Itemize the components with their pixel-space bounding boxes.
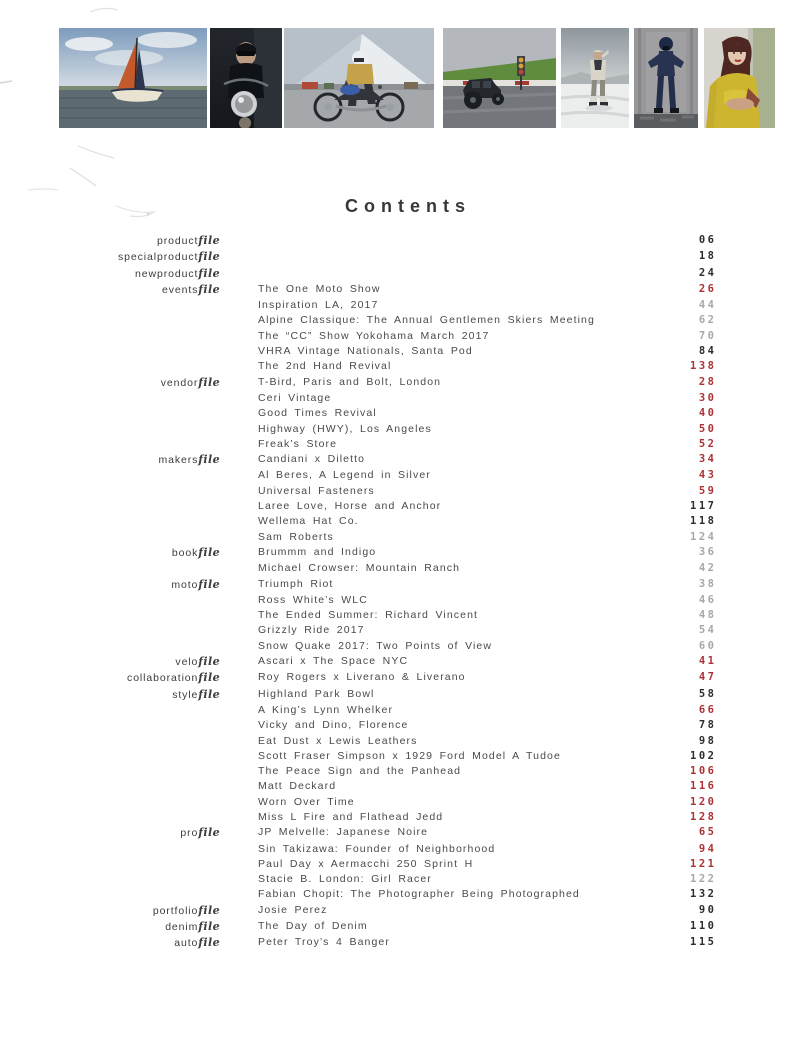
toc-page-number: 46: [698, 593, 717, 606]
toc-category-label: [0, 903, 220, 919]
toc-page-number: 26: [698, 282, 717, 295]
toc-entry-title: T-Bird, Paris and Bolt, London: [258, 375, 442, 388]
toc-page-number: 118: [690, 515, 717, 528]
toc-category-file-suffix: file: [198, 234, 220, 247]
toc-entry-title: Al Beres, A Legend in Silver: [258, 469, 431, 482]
toc-category-prefix: style: [172, 688, 199, 701]
toc-row: [0, 919, 717, 935]
dark-portrait-illustration: [210, 28, 282, 128]
toc-row: [0, 233, 717, 249]
toc-category-label: [0, 249, 220, 265]
toc-entry-title: The “CC” Show Yokohama March 2017: [258, 329, 490, 342]
toc-entry-title: Eat Dust x Lewis Leathers: [258, 734, 418, 747]
toc-category-label: [0, 825, 220, 841]
toc-category-label: [0, 623, 220, 638]
toc-entry-title: Alpine Classique: The Annual Gentlemen Skiers Meeting: [258, 314, 595, 327]
toc-page-number: 42: [698, 562, 717, 575]
photo-woman-yellow-top: [704, 28, 775, 128]
toc-entry-title: Inspiration LA, 2017: [258, 299, 379, 312]
toc-row: [0, 608, 717, 623]
toc-row: [0, 593, 717, 608]
toc-entry-title: Grizzly Ride 2017: [258, 624, 365, 637]
toc-category-file-suffix: file: [198, 577, 220, 591]
toc-row: [0, 887, 717, 902]
toc-entry-title: The 2nd Hand Revival: [258, 360, 392, 373]
toc-entry-title: Brummm and Indigo: [258, 545, 377, 558]
toc-category-label: [0, 935, 220, 951]
toc-entry-title: Stacie B. London: Girl Racer: [258, 873, 432, 886]
toc-row: [0, 561, 717, 576]
toc-category-label: [0, 718, 220, 733]
photo-motorcyclist-portrait: [210, 28, 282, 128]
toc-category-prefix: book: [171, 546, 199, 559]
toc-page-number: 60: [698, 639, 717, 652]
toc-category-label: [0, 329, 220, 344]
toc-entry-title: Triumph Riot: [258, 577, 334, 590]
toc-category-file-suffix: file: [198, 687, 220, 701]
toc-category-prefix: product: [156, 235, 199, 247]
photo-sailboat: [59, 28, 207, 128]
toc-row: [0, 530, 717, 545]
toc-category-label: [0, 313, 220, 328]
toc-entry-title: Matt Deckard: [258, 780, 337, 793]
toc-page-number: 50: [698, 422, 717, 435]
toc-category-file-suffix: file: [198, 250, 220, 264]
toc-category-prefix: auto: [174, 937, 199, 950]
toc-row: [0, 639, 717, 654]
toc-entry-title: The Ended Summer: Richard Vincent: [258, 609, 479, 622]
toc-row: [0, 623, 717, 638]
toc-row: [0, 452, 717, 468]
toc-category-prefix: specialproduct: [117, 251, 199, 264]
toc-row: [0, 670, 717, 686]
toc-page-number: 84: [698, 345, 717, 358]
toc-page-number: 48: [698, 609, 717, 622]
toc-page-number: 122: [690, 873, 717, 886]
toc-category-label: [0, 282, 220, 298]
toc-category-label: [0, 422, 220, 437]
toc-row: [0, 437, 717, 452]
toc-page-number: 59: [698, 484, 717, 497]
scan-smudge: [0, 76, 20, 90]
toc-entry-title: Roy Rogers x Liverano & Liverano: [258, 671, 466, 684]
toc-category-label: [0, 654, 220, 670]
toc-category-label: [0, 499, 220, 514]
toc-entry-title: Wellema Hat Co.: [258, 515, 359, 528]
toc-row: [0, 577, 717, 593]
toc-entry-title: Josie Perez: [258, 903, 328, 916]
toc-category-label: [0, 375, 220, 391]
toc-entry-title: Freak’s Store: [258, 437, 338, 450]
toc-category-label: [0, 842, 220, 857]
toc-page-number: 94: [698, 842, 717, 855]
toc-page-number: 52: [698, 437, 717, 450]
toc-entry-title: Miss L Fire and Flathead Jedd: [258, 810, 444, 823]
toc-row: [0, 484, 717, 499]
toc-entry-title: Candiani x Diletto: [258, 453, 366, 466]
toc-category-file-suffix: file: [198, 671, 220, 685]
toc-category-prefix: collaboration: [127, 672, 199, 685]
toc-row: [0, 468, 717, 483]
toc-category-prefix: makers: [158, 454, 199, 467]
toc-row: [0, 359, 717, 374]
toc-category-label: [0, 857, 220, 872]
toc-row: [0, 810, 717, 825]
toc-category-label: [0, 266, 220, 282]
drag-race-illustration: [443, 28, 556, 128]
toc-category-label: [0, 484, 220, 499]
fuji-motorcycle-illustration: [284, 28, 434, 128]
race-suit-illustration: [634, 28, 698, 128]
toc-category-label: [0, 764, 220, 779]
toc-category-prefix: vendor: [160, 376, 199, 389]
toc-entry-title: VHRA Vintage Nationals, Santa Pod: [258, 345, 473, 358]
toc-category-file-suffix: file: [198, 920, 220, 934]
toc-page-number: 47: [698, 671, 717, 684]
toc-category-label: [0, 872, 220, 887]
toc-entry-title: [220, 266, 699, 282]
toc-entry-title: Vicky and Dino, Florence: [258, 719, 409, 732]
toc-category-prefix: newproduct: [135, 267, 199, 280]
toc-category-label: [0, 795, 220, 810]
toc-category-label: [0, 670, 220, 686]
toc-page-number: 54: [698, 624, 717, 637]
toc-category-label: [0, 437, 220, 452]
toc-page-number: 132: [690, 888, 717, 901]
toc-row: [0, 375, 717, 391]
toc-entry-title: Worn Over Time: [258, 795, 355, 808]
toc-page-number: 41: [698, 655, 717, 668]
toc-category-file-suffix: file: [198, 375, 220, 389]
toc-row: [0, 779, 717, 794]
toc-entry-title: The Peace Sign and the Panhead: [258, 765, 462, 778]
toc-row: [0, 545, 717, 561]
toc-page-number: 58: [698, 687, 717, 700]
toc-row: [0, 842, 717, 857]
toc-entry-title: Ross White’s WLC: [258, 593, 368, 606]
toc-entry-title: The One Moto Show: [258, 282, 381, 295]
toc-row: [0, 514, 717, 529]
toc-page-number: 117: [690, 500, 717, 513]
toc-entry-title: Michael Crowser: Mountain Ranch: [258, 562, 461, 575]
toc-category-file-suffix: file: [198, 453, 220, 467]
toc-entry-title: JP Melvelle: Japanese Noire: [258, 826, 429, 839]
toc-category-file-suffix: file: [198, 826, 220, 840]
toc-row: [0, 344, 717, 359]
toc-page-number: 110: [690, 920, 717, 933]
toc-category-label: [0, 593, 220, 608]
toc-category-file-suffix: file: [198, 266, 220, 280]
toc-entry-title: Ceri Vintage: [258, 391, 332, 404]
toc-entry-title: A King’s Lynn Whelker: [258, 703, 394, 716]
toc-page-number: 66: [698, 703, 717, 716]
toc-row: [0, 857, 717, 872]
toc-category-label: [0, 749, 220, 764]
toc-row: [0, 391, 717, 406]
toc-category-label: [0, 779, 220, 794]
toc-page-number: 62: [698, 314, 717, 327]
toc-entry-title: The Day of Denim: [258, 920, 368, 933]
toc-category-file-suffix: file: [198, 545, 220, 559]
toc-entry-title: Paul Day x Aermacchi 250 Sprint H: [258, 857, 474, 870]
woman-portrait-illustration: [704, 28, 775, 128]
toc-entry-title: Highland Park Bowl: [258, 687, 375, 700]
toc-row: [0, 313, 717, 328]
toc-category-label: [0, 344, 220, 359]
toc-category-label: [0, 545, 220, 561]
toc-category-label: [0, 687, 220, 703]
toc-page-number: 121: [690, 857, 717, 870]
toc-category-prefix: denim: [165, 921, 199, 934]
toc-row: [0, 249, 717, 265]
toc-row: [0, 749, 717, 764]
toc-page-number: 65: [698, 826, 717, 839]
toc-category-file-suffix: file: [198, 936, 220, 950]
toc-entry-title: Sin Takizawa: Founder of Neighborhood: [258, 842, 496, 855]
toc-page-number: 70: [698, 329, 717, 342]
toc-row: [0, 687, 717, 703]
toc-entry-title: Universal Fasteners: [258, 484, 375, 497]
toc-category-label: [0, 703, 220, 718]
toc-page-number: 34: [698, 453, 717, 466]
toc-category-label: [0, 391, 220, 406]
toc-category-label: [0, 452, 220, 468]
toc-row: [0, 764, 717, 779]
toc-entry-title: Sam Roberts: [258, 530, 334, 543]
toc-entry-title: Highway (HWY), Los Angeles: [258, 422, 432, 435]
toc-entry-title: [220, 233, 699, 249]
toc-category-label: [0, 919, 220, 935]
toc-page-number: 106: [690, 765, 717, 778]
page-title: Contents: [345, 196, 471, 216]
toc-row: [0, 825, 717, 841]
toc-category-prefix: moto: [171, 578, 199, 591]
toc-page-number: 128: [690, 810, 717, 823]
toc-page-number: 116: [690, 780, 717, 793]
toc-category-prefix: events: [161, 283, 199, 296]
toc-category-label: [0, 810, 220, 825]
photo-strip: [59, 28, 775, 128]
toc-page-number: 120: [690, 795, 717, 808]
toc-entry-title: Scott Fraser Simpson x 1929 Ford Model A Tudoe: [258, 749, 561, 762]
toc-category-label: [0, 530, 220, 545]
toc-row: [0, 282, 717, 298]
toc-list: [0, 233, 717, 952]
toc-page-number: 30: [698, 391, 717, 404]
toc-entry-title: Fabian Chopit: The Photographer Being Photographed: [258, 888, 580, 901]
toc-category-label: [0, 608, 220, 623]
toc-category-label: [0, 561, 220, 576]
toc-entry-title: Peter Troy’s 4 Banger: [258, 936, 390, 949]
toc-row: [0, 734, 717, 749]
toc-category-label: [0, 468, 220, 483]
toc-category-label: [0, 639, 220, 654]
photo-blue-race-suit: [634, 28, 698, 128]
toc-entry-title: [220, 249, 699, 265]
toc-row: [0, 499, 717, 514]
snow-scene-illustration: [561, 28, 629, 128]
photo-rider-fuji: [284, 28, 434, 128]
toc-category-label: [0, 514, 220, 529]
toc-entry-title: Snow Quake 2017: Two Points of View: [258, 639, 493, 652]
toc-page-number: 43: [698, 469, 717, 482]
toc-row: [0, 298, 717, 313]
toc-category-label: [0, 734, 220, 749]
toc-entry-title: Good Times Revival: [258, 407, 377, 420]
toc-row: [0, 872, 717, 887]
toc-category-prefix: velo: [175, 656, 199, 669]
toc-page-number: 78: [698, 719, 717, 732]
toc-row: [0, 329, 717, 344]
toc-page-number: 40: [698, 407, 717, 420]
toc-category-label: [0, 233, 220, 249]
toc-entry-title: Ascari x The Space NYC: [258, 655, 409, 668]
toc-category-label: [0, 406, 220, 421]
toc-category-label: [0, 298, 220, 313]
toc-row: [0, 266, 717, 282]
photo-drag-strip: [443, 28, 556, 128]
toc-page-number: 90: [698, 903, 717, 916]
toc-page-number: 24: [698, 266, 717, 279]
toc-category-label: [0, 577, 220, 593]
toc-row: [0, 718, 717, 733]
toc-row: [0, 795, 717, 810]
toc-category-file-suffix: file: [198, 282, 220, 296]
toc-row: [0, 935, 717, 951]
toc-page-number: 18: [698, 250, 717, 263]
toc-category-prefix: portfolio: [152, 904, 199, 917]
sailboat-illustration: [59, 28, 207, 128]
toc-page-number: 28: [698, 375, 717, 388]
toc-row: [0, 422, 717, 437]
toc-page-number: 06: [698, 234, 717, 246]
toc-category-label: [0, 887, 220, 902]
toc-entry-title: Laree Love, Horse and Anchor: [258, 500, 442, 513]
toc-page-number: 124: [690, 530, 717, 543]
toc-category-prefix: pro: [180, 827, 199, 840]
toc-row: [0, 903, 717, 919]
toc-page-number: 44: [698, 299, 717, 312]
toc-page-number: 115: [690, 936, 717, 949]
toc-category-file-suffix: file: [198, 903, 220, 917]
toc-row: [0, 406, 717, 421]
toc-page-number: 98: [698, 734, 717, 747]
scan-smudge: [84, 2, 144, 20]
toc-category-file-suffix: file: [198, 655, 220, 669]
toc-category-label: [0, 359, 220, 374]
toc-page-number: 102: [690, 749, 717, 762]
toc-row: [0, 654, 717, 670]
photo-man-in-snow: [561, 28, 629, 128]
toc-page-number: 38: [698, 577, 717, 590]
toc-page-number: 36: [698, 545, 717, 558]
toc-page-number: 138: [690, 360, 717, 373]
toc-row: [0, 703, 717, 718]
